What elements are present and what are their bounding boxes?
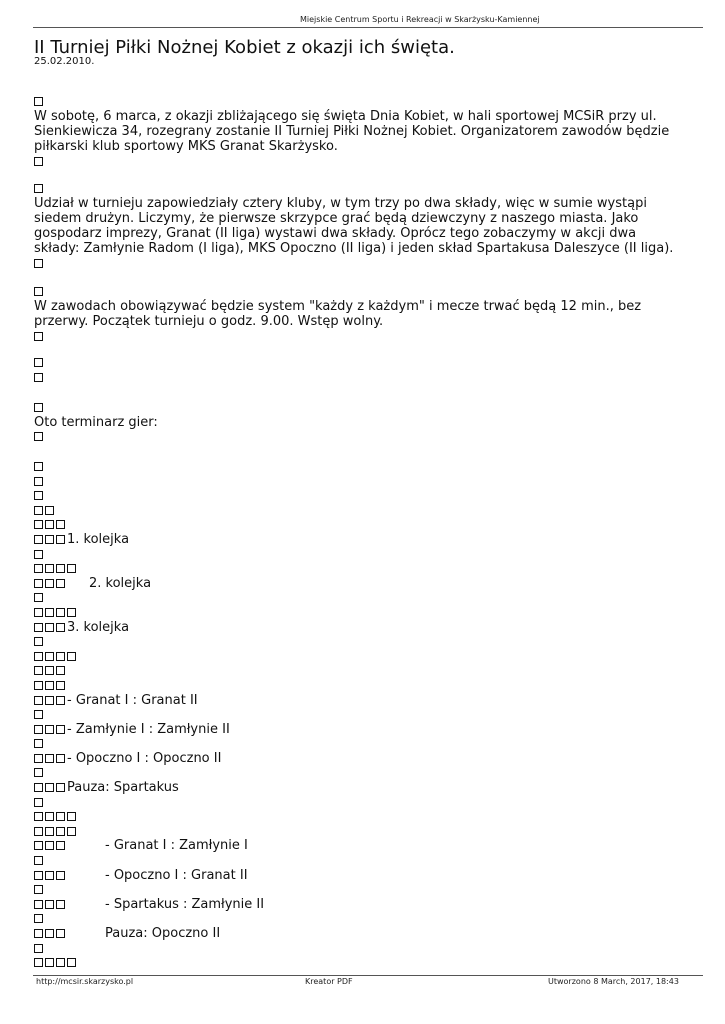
box-glyph (34, 154, 684, 169)
paragraph-1: W sobotę, 6 marca, z okazji zbliżającego się święta Dnia Kobiet, w hali sportowej MCSiR przy ul. Sienkiewicza 34, rozegrany zostanie II Turniej Piłki Nożnej Kobiet. Organizatorem zawodów będzie piłkarski klub sportowy MKS Granat Skarżysko. (34, 109, 670, 154)
match-row: Pauza: Spartakus (34, 781, 434, 796)
box-glyph (34, 94, 684, 109)
round-1-label: 1. kolejka (34, 533, 434, 548)
match-row: - Granat I : Zamłynie I (34, 839, 434, 854)
match-row: Pauza: Opoczno II (34, 927, 434, 942)
box-row (34, 606, 434, 621)
box-row (34, 766, 434, 781)
match-row: - Granat I : Granat II (34, 694, 434, 709)
box-row (34, 912, 434, 927)
box-row (34, 430, 434, 445)
box-row (34, 548, 434, 563)
page-title: II Turniej Piłki Nożnej Kobiet z okazji ich święta. (34, 37, 455, 58)
box-row (34, 635, 434, 650)
paragraph-3: W zawodach obowiązywać będzie system "każdy z każdym" i mecze trwać będą 12 min., bez przerwy. Początek turnieju o godz. 9.00. Wstęp wolny. (34, 299, 642, 329)
schedule-intro-block (34, 401, 434, 445)
header-text: Miejskie Centrum Sportu i Rekreacji w Skarżysku-Kamiennej (300, 15, 540, 24)
box-glyph (34, 284, 684, 299)
box-row (34, 664, 434, 679)
box-glyph (34, 256, 684, 271)
footer-created: Utworzono 8 March, 2017, 18:43 (548, 977, 679, 986)
box-row (34, 356, 434, 371)
box-glyph (34, 329, 684, 344)
schedule-table (34, 460, 434, 971)
header-divider (33, 27, 703, 28)
schedule-boxes-top (34, 356, 434, 385)
match-row: - Zamłynie I : Zamłynie II (34, 723, 434, 738)
box-row (34, 810, 434, 825)
box-row (34, 650, 434, 665)
box-row (34, 883, 434, 898)
footer-url[interactable]: http://mcsir.skarzysko.pl (36, 977, 134, 986)
box-row (34, 504, 434, 519)
box-row (34, 371, 434, 386)
box-row (34, 679, 434, 694)
box-row (34, 460, 434, 475)
schedule-intro: Oto terminarz gier: (34, 414, 158, 430)
box-glyph (34, 181, 684, 196)
box-row (34, 737, 434, 752)
match-row: - Opoczno I : Granat II (34, 869, 434, 884)
article-date: 25.02.2010. (34, 56, 95, 67)
paragraph-2: Udział w turnieju zapowiedziały cztery kluby, w tym trzy po dwa składy, więc w sumie wystąpi siedem drużyn. Liczymy, że pierwsze skrzypce grać będą dziewczyny z naszego miasta. Jako gospodarz imprezy, Granat (II liga) wystawi dwa składy. Oprócz tego zobaczymy w akcji dwa składy: Zamłynie Radom (I liga), MKS Opoczno (II liga) i jeden skład Spartakusa Daleszyce (II liga). (34, 196, 674, 256)
round-2-label: 2. kolejka (34, 577, 434, 592)
box-row (34, 708, 434, 723)
footer-generator: Kreator PDF (305, 977, 353, 986)
box-row (34, 562, 434, 577)
box-row (34, 825, 434, 840)
box-row (34, 518, 434, 533)
footer-divider (33, 975, 703, 976)
box-row (34, 942, 434, 957)
box-row (34, 591, 434, 606)
match-row: - Spartakus : Zamłynie II (34, 898, 434, 913)
box-row (34, 401, 434, 416)
box-row (34, 796, 434, 811)
match-row: - Opoczno I : Opoczno II (34, 752, 434, 767)
box-row (34, 956, 434, 971)
round-3-label: 3. kolejka (34, 621, 434, 636)
box-row (34, 475, 434, 490)
box-row (34, 489, 434, 504)
box-row (34, 854, 434, 869)
